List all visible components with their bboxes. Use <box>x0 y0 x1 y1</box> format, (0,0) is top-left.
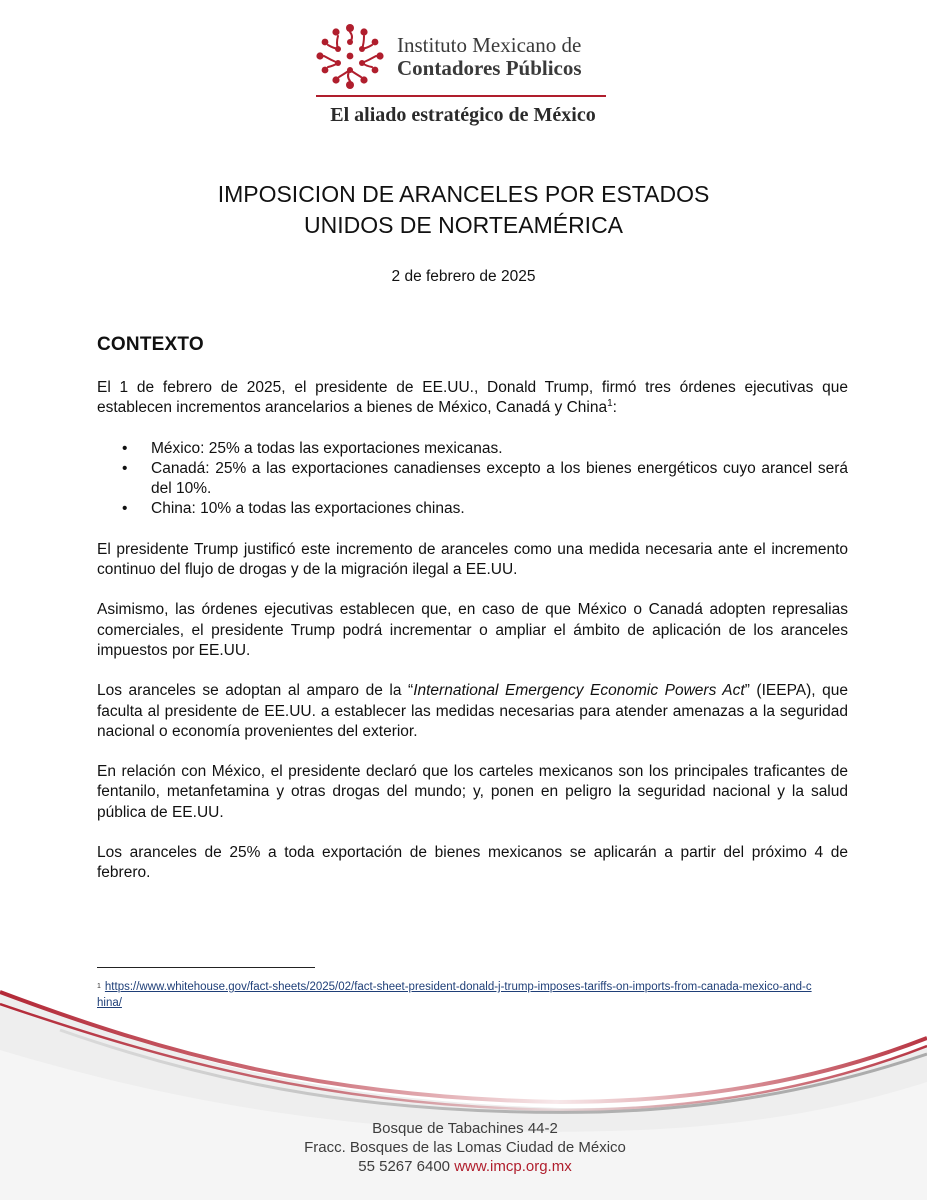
logo-divider <box>316 95 606 97</box>
list-item-text: Canadá: 25% a las exportaciones canadienses excepto a los bienes energéticos cuyo arancel será del 10%. <box>151 459 848 498</box>
org-name-line2: Contadores Públicos <box>397 56 582 80</box>
list-item <box>97 439 848 459</box>
intro-paragraph <box>97 378 848 419</box>
list-item-text: México: 25% a todas las exportaciones mexicanas. <box>151 439 503 457</box>
bullet-icon: • <box>122 439 128 457</box>
document-title-line2: UNIDOS DE NORTEAMÉRICA <box>303 212 624 238</box>
effective-date-paragraph: Los aranceles de 25% a toda exportación de bienes mexicanos se aplicarán a partir del próximo 4 de febrero. <box>97 844 848 882</box>
address-line1: Bosque de Tabachines 44-2 <box>372 1120 558 1137</box>
section-heading: CONTEXTO <box>97 334 204 355</box>
mexico-paragraph: En relación con México, el presidente declaró que los carteles mexicanos son los principales traficantes de fentanilo, metanfetamina y otras drogas del mundo; y, ponen en peligro la seguridad nacional y la salud pública de EE.UU. <box>97 763 848 821</box>
document-title-line1: IMPOSICION DE ARANCELES POR ESTADOS <box>217 181 710 207</box>
tagline: El aliado estratégico de México <box>330 104 596 126</box>
represalias-paragraph: Asimismo, las órdenes ejecutivas establecen que, en caso de que México o Canadá adopten represalias comerciales, el presidente Trump podrá incrementar o ampliar el ámbito de aplicación de los aranceles impuestos por EE.UU. <box>97 601 848 659</box>
footnote-divider <box>97 967 315 968</box>
list-item <box>97 459 848 500</box>
ieepa-paragraph <box>97 681 848 742</box>
imcp-logo-icon <box>314 22 386 94</box>
footnote-reference[interactable]: 1 <box>607 398 613 410</box>
document-title <box>150 179 777 241</box>
address-line2: Fracc. Bosques de las Lomas Ciudad de México <box>304 1139 626 1156</box>
intro-text: El 1 de febrero de 2025, el presidente de EE.UU., Donald Trump, firmó tres órdenes ejecutivas que establecen incrementos arancelarios a bienes de México, Canadá y China <box>97 379 848 417</box>
intro-end: : <box>612 399 617 417</box>
footnote-link[interactable]: https://www.whitehouse.gov/fact-sheets/2025/02/fact-sheet-president-donald-j-trump-imposes-tariffs-on-imports-from-canada-mexico-and-china/ <box>97 981 812 1009</box>
ieepa-text-after: ” (IEEPA), que faculta al presidente de EE.UU. a establecer las medidas necesarias para atender amenazas a la seguridad nacional o economía provenientes del exterior. <box>97 682 848 740</box>
bullet-icon: • <box>122 500 128 518</box>
list-item <box>97 499 848 519</box>
document-date: 2 de febrero de 2025 <box>391 268 536 285</box>
tariff-list <box>97 439 848 520</box>
list-item-text: China: 10% a todas las exportaciones chinas. <box>151 500 465 518</box>
phone-number: 55 5267 6400 <box>358 1158 451 1175</box>
contact-line <box>280 1158 650 1175</box>
justification-paragraph: El presidente Trump justificó este incremento de aranceles como una medida necesaria ante el incremento continuo del flujo de drogas y de la migración ilegal a EE.UU. <box>97 540 848 579</box>
website-link[interactable]: www.imcp.org.mx <box>454 1158 572 1175</box>
ieepa-act-name: International Emergency Economic Powers Act <box>413 682 745 700</box>
org-name-line1: Instituto Mexicano de <box>397 33 582 57</box>
document-body <box>97 334 848 904</box>
footnote-number: 1 <box>97 983 101 990</box>
ieepa-text-before: Los aranceles se adoptan al amparo de la “ <box>97 682 414 700</box>
bullet-icon: • <box>122 459 128 477</box>
